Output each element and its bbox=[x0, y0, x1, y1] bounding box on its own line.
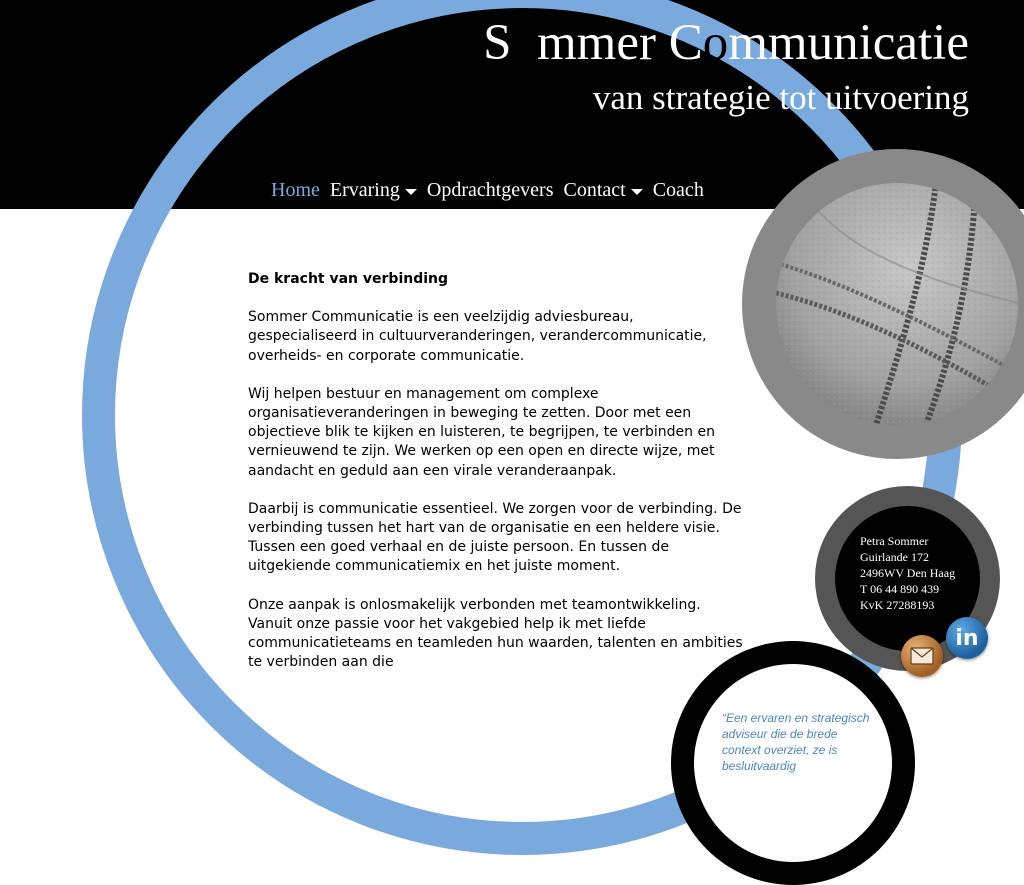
contact-details bbox=[860, 533, 955, 613]
contact-phone: T 06 44 890 439 bbox=[860, 582, 940, 596]
site-title[interactable]: Sommer Communicatie bbox=[483, 15, 969, 71]
body-paragraph: Daarbij is communicatie essentieel. We zorgen voor de verbinding. De verbinding tussen het hart van de organisatie en een heldere visie. Tussen een goed verhaal en de juiste persoon. En tussen de uitgekiende communicatiemix en het juiste moment. bbox=[248, 500, 742, 575]
contact-street: Guirlande 172 bbox=[860, 550, 929, 564]
envelope-icon[interactable] bbox=[901, 635, 943, 677]
contact-name: Petra Sommer bbox=[860, 534, 929, 548]
page-heading: De kracht van verbinding bbox=[248, 271, 449, 287]
nav-item-ervaring[interactable]: Ervaring bbox=[330, 179, 417, 202]
tire-tracks-photo bbox=[776, 183, 1018, 425]
body-paragraph: Wij helpen bestuur en management om complexe organisatieveranderingen in beweging te zetten. Door met een objectieve blik te kijken en luisteren, te begrijpen, te verbinden en vernieuwend te zijn. We werken op een open en directe wijze, met aandacht en geduld aan een virale veranderaanpak. bbox=[248, 385, 715, 479]
nav-item-contact[interactable]: Contact bbox=[564, 179, 643, 202]
intro-paragraph: Sommer Communicatie is een veelzijdig adviesbureau, gespecialiseerd in cultuurveranderingen, verandercommunicatie, overheids- en corporate communicatie. bbox=[248, 309, 707, 364]
body-paragraph: Onze aanpak is onlosmakelijk verbonden met teamontwikkeling. Vanuit onze passie voor het vakgebied help ik met liefde communicatieteams en teamleden hun waarden, talenten en ambities te verbinden aan die bbox=[248, 596, 743, 671]
contact-city: 2496WV Den Haag bbox=[860, 566, 956, 580]
linkedin-icon[interactable]: in bbox=[946, 617, 988, 659]
chevron-down-icon bbox=[405, 189, 417, 195]
testimonial-quote: “Een ervaren en strategisch adviseur die de brede context overziet, ze is besluitvaardig bbox=[722, 711, 870, 773]
chevron-down-icon bbox=[631, 189, 643, 195]
nav-item-home[interactable]: Home bbox=[271, 179, 320, 201]
contact-kvk: KvK 27288193 bbox=[860, 598, 935, 612]
main-content bbox=[248, 270, 743, 691]
nav-item-opdrachtgevers[interactable]: Opdrachtgevers bbox=[426, 179, 554, 201]
nav-item-coach[interactable]: Coach bbox=[652, 179, 704, 201]
main-nav bbox=[271, 179, 714, 202]
site-tagline: van strategie tot uitvoering bbox=[592, 78, 969, 117]
